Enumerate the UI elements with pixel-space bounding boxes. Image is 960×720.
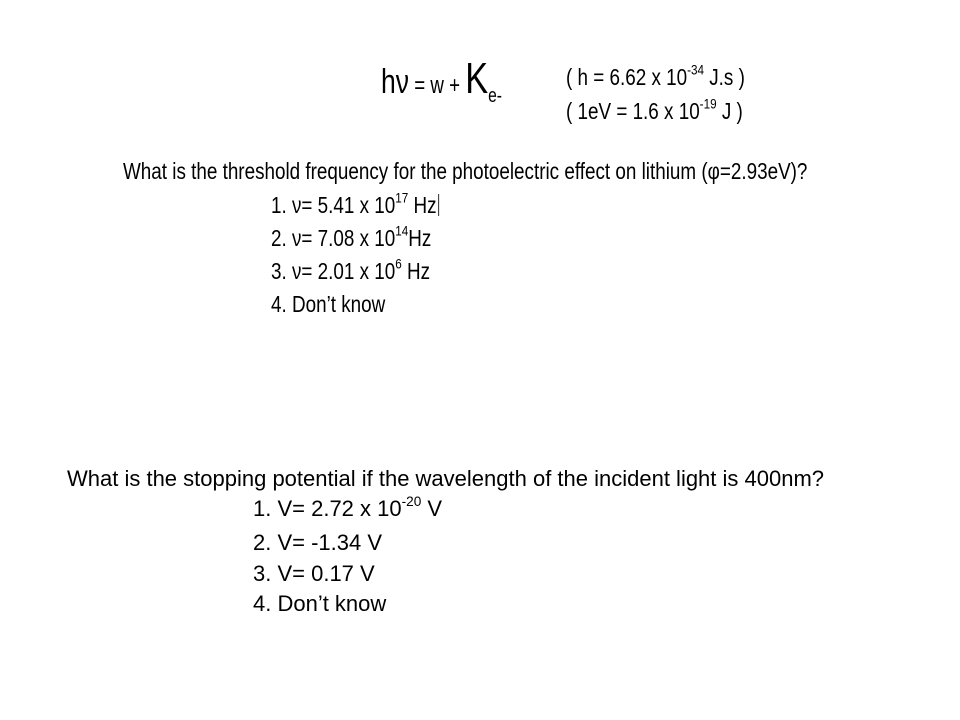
q2-option-3: 3. V= 0.17 V: [253, 561, 375, 586]
planck-constant-note: [566, 64, 784, 91]
electron-subscript: e-: [488, 85, 503, 107]
constant-unit: J.s ): [704, 64, 745, 90]
text-cursor: [438, 194, 439, 216]
q2-option-4: 4. Don’t know: [253, 591, 387, 616]
constant-text: ( 1eV = 1.6 x 10: [566, 98, 700, 124]
exponent: 17: [395, 190, 409, 207]
option-unit: V: [421, 496, 443, 521]
phi-symbol: φ: [707, 158, 720, 184]
exponent: -19: [699, 96, 717, 113]
option-text: 1. V= 2.72 x 10: [253, 496, 402, 521]
question-text-end: =2.93eV)?: [719, 158, 808, 184]
exponent: -20: [401, 493, 422, 509]
option-unit: Hz: [408, 225, 432, 251]
q2-option-1: [253, 493, 443, 522]
kinetic-energy-symbol: K: [465, 54, 489, 103]
constant-unit: J ): [716, 98, 743, 124]
planck-symbol: h: [381, 63, 396, 101]
option-text: 4. Don’t know: [271, 291, 386, 317]
option-unit: Hz: [401, 258, 431, 284]
frequency-symbol: ν: [395, 63, 410, 101]
photoelectric-equation: [381, 54, 502, 108]
question-text: What is the threshold frequency for the photoelectric effect on lithium (: [123, 158, 708, 184]
exponent: 14: [395, 223, 409, 240]
exponent: -34: [687, 62, 705, 79]
work-function-symbol: w: [430, 72, 444, 99]
option-text: 3. ν= 2.01 x 10: [271, 258, 396, 284]
option-text: 1. ν= 5.41 x 10: [271, 192, 396, 218]
q1-option-4: [271, 291, 410, 318]
option-unit: Hz: [408, 192, 437, 218]
electronvolt-conversion-note: [566, 98, 782, 125]
q2-option-2: 2. V= -1.34 V: [253, 530, 383, 555]
constant-text: ( h = 6.62 x 10: [566, 64, 688, 90]
q1-option-3: [271, 258, 465, 285]
q1-option-1: [271, 192, 476, 219]
q1-option-2: [271, 225, 467, 252]
question-2: What is the stopping potential if the wavelength of the incident light is 400nm?: [67, 466, 825, 491]
plus-sign: +: [443, 72, 466, 99]
exponent: 6: [395, 256, 402, 273]
question-1: [123, 158, 958, 185]
option-text: 2. ν= 7.08 x 10: [271, 225, 396, 251]
equals-sign: =: [409, 72, 431, 99]
